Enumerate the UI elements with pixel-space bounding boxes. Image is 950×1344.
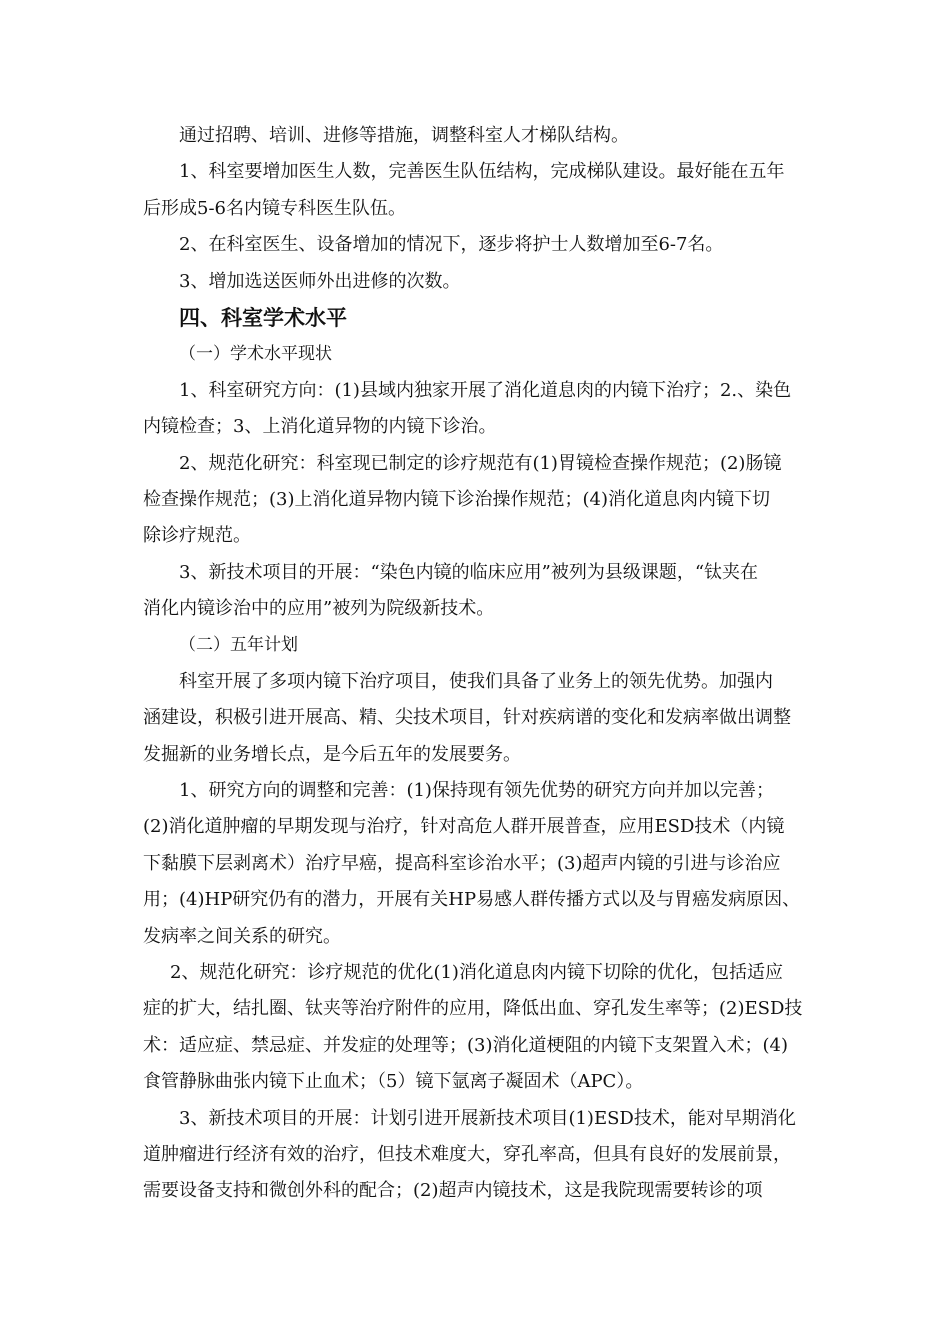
text-line: 检查操作规范；(3)上消化道异物内镜下诊治操作规范；(4)消化道息肉内镜下切: [143, 488, 770, 510]
text-line: 发病率之间关系的研究。: [143, 925, 341, 947]
text-line: 除诊疗规范。: [143, 525, 251, 547]
text-line: 发掘新的业务增长点，是今后五年的发展要务。: [143, 743, 521, 765]
text-line: 1、研究方向的调整和完善：(1)保持现有领先优势的研究方向并加以完善；: [179, 780, 774, 802]
text-line: 1、科室要增加医生人数，完善医生队伍结构，完成梯队建设。最好能在五年: [179, 161, 785, 183]
text-line: 下黏膜下层剥离术）治疗早癌，提高科室诊治水平；(3)超声内镜的引进与诊治应: [143, 852, 781, 874]
text-line: 3、新技术项目的开展：计划引进开展新技术项目(1)ESD技术，能对早期消化: [179, 1107, 796, 1129]
text-line: 3、增加选送医师外出进修的次数。: [179, 270, 461, 292]
text-line: 后形成5-6名内镜专科医生队伍。: [143, 197, 406, 219]
text-line: 2、在科室医生、设备增加的情况下，逐步将护士人数增加至6-7名。: [179, 234, 724, 256]
section-heading: 四、科室学术水平: [179, 305, 347, 330]
text-line: 用；(4)HP研究仍有的潜力，开展有关HP易感人群传播方式以及与胃癌发病原因、: [143, 889, 801, 911]
text-line: 涵建设，积极引进开展高、精、尖技术项目，针对疾病谱的变化和发病率做出调整: [143, 707, 791, 729]
text-line: 3、新技术项目的开展：“染色内镜的临床应用”被列为县级课题，“钛夹在: [179, 561, 759, 583]
text-line: 1、科室研究方向：(1)县域内独家开展了消化道息肉的内镜下治疗；2.、染色: [179, 379, 792, 401]
text-line: 2、规范化研究：诊疗规范的优化(1)消化道息肉内镜下切除的优化，包括适应: [170, 961, 783, 983]
text-line: 消化内镜诊治中的应用”被列为院级新技术。: [143, 598, 495, 620]
text-line: 2、规范化研究：科室现已制定的诊疗规范有(1)胃镜检查操作规范；(2)肠镜: [179, 452, 782, 474]
text-line: 需要设备支持和微创外科的配合；(2)超声内镜技术，这是我院现需要转诊的项: [143, 1180, 763, 1202]
text-line: 症的扩大，结扎圈、钛夹等治疗附件的应用，降低出血、穿孔发生率等；(2)ESD技: [143, 998, 803, 1020]
text-line: 内镜检查；3、上消化道异物的内镜下诊治。: [143, 416, 497, 438]
subsection-heading: （一）学术水平现状: [179, 344, 332, 365]
text-line: 食管静脉曲张内镜下止血术；（5）镜下氩离子凝固术（APC）。: [143, 1071, 644, 1093]
text-line: 通过招聘、培训、进修等措施，调整科室人才梯队结构。: [179, 125, 629, 146]
subsection-heading: （二）五年计划: [179, 635, 298, 656]
document-body: [143, 118, 823, 1210]
text-line: 道肿瘤进行经济有效的治疗，但技术难度大，穿孔率高，但具有良好的发展前景，: [143, 1143, 791, 1165]
text-line: 科室开展了多项内镜下治疗项目，使我们具备了业务上的领先优势。加强内: [179, 670, 773, 692]
text-line: 术：适应症、禁忌症、并发症的处理等；(3)消化道梗阻的内镜下支架置入术；(4): [143, 1034, 788, 1056]
text-line: (2)消化道肿瘤的早期发现与治疗，针对高危人群开展普查，应用ESD技术（内镜: [143, 816, 785, 838]
